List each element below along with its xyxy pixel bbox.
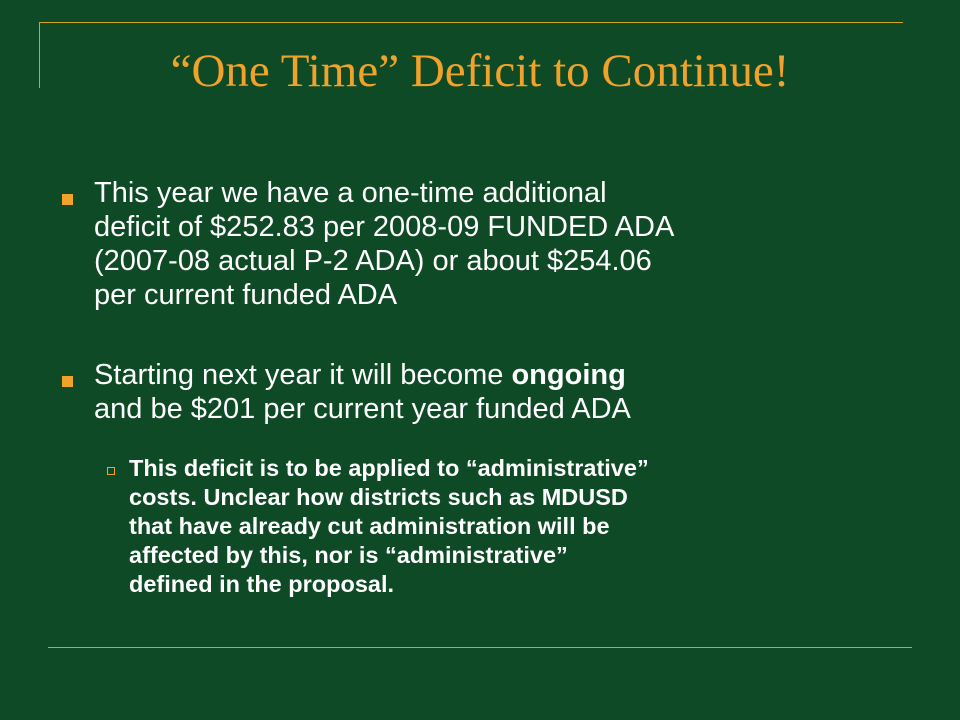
sub-bullet-hollow-square-icon <box>107 467 115 475</box>
bullet-1-line-4: per current funded ADA <box>94 279 398 311</box>
bullet-2-line-1 <box>94 358 914 392</box>
bullet-square-icon <box>62 194 73 205</box>
sub-bullet-line-2: costs. Unclear how districts such as MDUSD <box>129 484 628 510</box>
sub-bullet-text <box>129 454 919 599</box>
bullet-1-line-1: This year we have a one-time additional <box>94 177 607 209</box>
bullet-2-text <box>94 358 914 426</box>
bullet-1-text <box>94 176 914 312</box>
slide-title: “One Time” Deficit to Continue! <box>170 45 790 97</box>
bottom-rule <box>48 647 912 648</box>
bullet-2-line-2: and be $201 per current year funded ADA <box>94 393 631 425</box>
sub-bullet-line-1: This deficit is to be applied to “administrative” <box>129 455 649 481</box>
sub-bullet-line-4: affected by this, nor is “administrative” <box>129 542 568 568</box>
sub-bullet-line-5: defined in the proposal. <box>129 571 395 597</box>
bullet-1-line-2: deficit of $252.83 per 2008-09 FUNDED ADA <box>94 211 675 243</box>
bullet-1-line-3: (2007-08 actual P-2 ADA) or about $254.06 <box>94 245 652 277</box>
bullet-2-emphasis: ongoing <box>511 359 626 391</box>
bullet-square-icon <box>62 376 73 387</box>
sub-bullet-line-3: that have already cut administration will be <box>129 513 610 539</box>
bullet-2-line-1-text: Starting next year it will become <box>94 359 512 391</box>
top-rule <box>39 22 903 23</box>
